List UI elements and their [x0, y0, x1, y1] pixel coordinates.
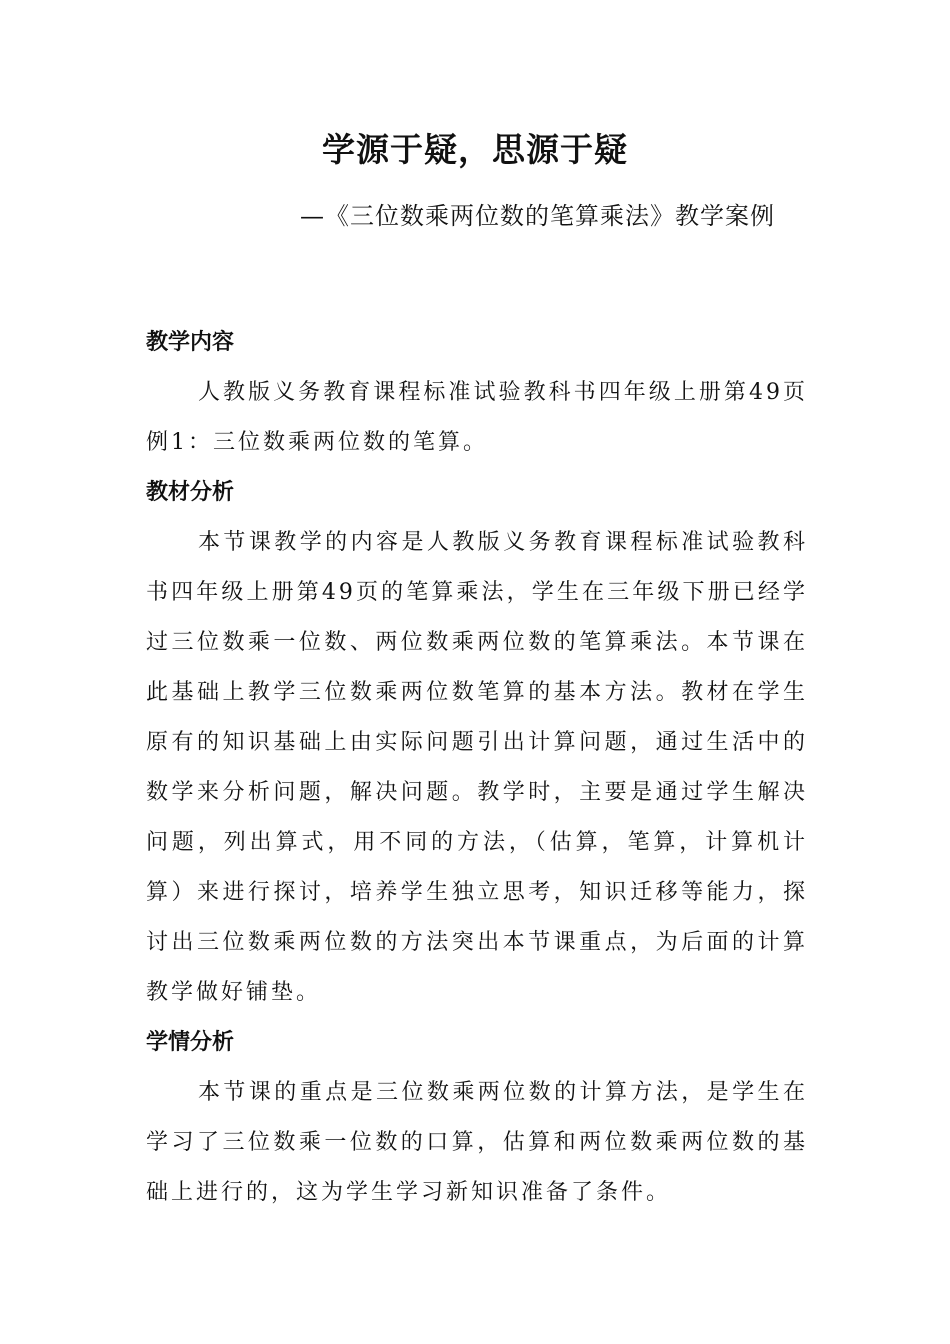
section-heading: 教学内容 [146, 330, 235, 355]
section-material-analysis [146, 468, 808, 1018]
section-paragraph: 本节课的重点是三位数乘两位数的计算方法，是学生在学习了三位数乘一位数的口算，估算和两位数乘两位数的基础上进行的，这为学生学习新知识准备了条件。 [146, 1080, 808, 1205]
section-paragraph: 本节课教学的内容是人教版义务教育课程标准试验教科书四年级上册第49页的笔算乘法，学生在三年级下册已经学过三位数乘一位数、两位数乘两位数的笔算乘法。本节课在此基础上教学三位数乘两位数笔算的基本方法。教材在学生原有的知识基础上由实际问题引出计算问题，通过生活中的数学来分析问题，解决问题。教学时，主要是通过学生解决问题，列出算式，用不同的方法，（估算，笔算，计算机计算）来进行探讨，培养学生独立思考，知识迁移等能力，探讨出三位数乘两位数的方法突出本节课重点，为后面的计算教学做好铺垫。 [146, 530, 808, 1005]
section-teaching-content [146, 318, 808, 468]
section-heading: 学情分析 [146, 1030, 235, 1055]
document-title: 学源于疑，思源于疑 [322, 130, 628, 169]
document-body [146, 318, 808, 1218]
document-subtitle: —《三位数乘两位数的笔算乘法》教学案例 [300, 202, 775, 230]
section-heading: 教材分析 [146, 480, 235, 505]
section-paragraph: 人教版义务教育课程标准试验教科书四年级上册第49页例1：三位数乘两位数的笔算。 [146, 380, 808, 455]
section-learner-analysis [146, 1018, 808, 1218]
